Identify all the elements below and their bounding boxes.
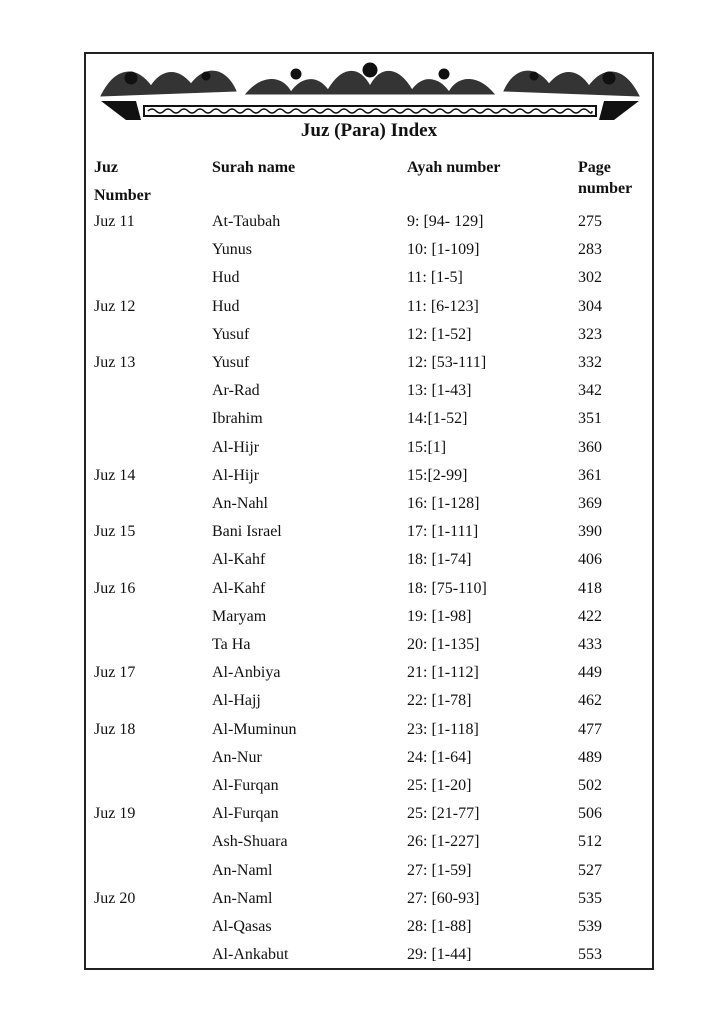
table-row xyxy=(86,410,652,438)
page-cell: 418 xyxy=(578,579,602,597)
ayah-cell: 13: [1-43] xyxy=(407,382,472,400)
juz-cell: Juz 13 xyxy=(94,354,136,371)
juz-cell: Juz 20 xyxy=(94,889,136,907)
table-row xyxy=(86,551,652,579)
table-row xyxy=(86,946,652,974)
ayah-cell: 21: [1-112] xyxy=(407,664,479,682)
surah-cell: At-Taubah xyxy=(212,213,281,230)
surah-cell: Al-Hajj xyxy=(212,692,261,710)
ayah-cell: 10: [1-109] xyxy=(407,241,480,259)
surah-cell: An-Naml xyxy=(212,861,273,879)
header-juz-line1: Juz xyxy=(94,159,118,176)
floral-ornament-icon xyxy=(96,56,644,122)
surah-cell: Yusuf xyxy=(212,354,250,371)
header-page-line2: number xyxy=(578,180,633,197)
surah-cell: Yunus xyxy=(212,241,253,259)
juz-cell: Juz 14 xyxy=(94,466,136,484)
surah-cell: An-Nahl xyxy=(212,495,268,512)
surah-cell: Al-Ankabut xyxy=(212,946,289,964)
surah-cell: Bani Israel xyxy=(212,523,282,541)
page-cell: 535 xyxy=(578,889,602,907)
ayah-cell: 18: [75-110] xyxy=(407,579,487,597)
table-row xyxy=(86,439,652,467)
table-row xyxy=(86,692,652,720)
juz-cell: Juz 18 xyxy=(94,720,136,738)
ayah-cell: 20: [1-135] xyxy=(407,636,480,653)
ayah-cell: 19: [1-98] xyxy=(407,607,472,625)
page-cell: 539 xyxy=(578,918,602,935)
ayah-cell: 12: [53-111] xyxy=(407,354,487,371)
page-cell: 422 xyxy=(578,607,602,625)
header-ayah: Ayah number xyxy=(407,159,501,176)
page-cell: 369 xyxy=(578,495,602,512)
page-cell: 489 xyxy=(578,748,602,766)
ayah-cell: 23: [1-118] xyxy=(407,720,479,738)
surah-cell: Hud xyxy=(212,269,240,287)
page-cell: 323 xyxy=(578,325,602,343)
surah-cell: Al-Anbiya xyxy=(212,664,281,682)
ayah-cell: 28: [1-88] xyxy=(407,918,472,935)
page-cell: 275 xyxy=(578,213,602,230)
page-cell: 462 xyxy=(578,692,602,710)
page-cell: 304 xyxy=(578,297,602,315)
juz-cell: Juz 11 xyxy=(94,213,135,230)
page-cell: 332 xyxy=(578,354,602,371)
table-row xyxy=(86,862,652,890)
page-cell: 527 xyxy=(578,861,602,879)
table-row xyxy=(86,664,652,692)
table-row xyxy=(86,608,652,636)
page-cell: 553 xyxy=(578,946,602,964)
page-cell: 283 xyxy=(578,241,602,259)
surah-cell: Maryam xyxy=(212,607,267,625)
page-cell: 433 xyxy=(578,636,602,653)
table-row xyxy=(86,580,652,608)
page-cell: 360 xyxy=(578,438,602,456)
header-surah: Surah name xyxy=(212,159,296,176)
surah-cell: An-Nur xyxy=(212,748,262,766)
table-row xyxy=(86,298,652,326)
surah-cell: Ar-Rad xyxy=(212,382,260,400)
table-row xyxy=(86,805,652,833)
page-title: Juz (Para) Index xyxy=(300,120,438,141)
ayah-cell: 9: [94- 129] xyxy=(407,213,484,230)
ayah-cell: 27: [1-59] xyxy=(407,861,472,879)
ayah-cell: 11: [1-5] xyxy=(407,269,463,287)
ayah-cell: 15:[1] xyxy=(407,438,447,456)
surah-cell: Al-Kahf xyxy=(212,551,266,569)
page-cell: 477 xyxy=(578,720,602,738)
page-cell: 390 xyxy=(578,523,602,541)
ayah-cell: 15:[2-99] xyxy=(407,466,468,484)
header-page-line1: Page xyxy=(578,159,611,176)
ayah-cell: 25: [21-77] xyxy=(407,805,480,823)
surah-cell: Al-Furqan xyxy=(212,777,279,794)
juz-cell: Juz 16 xyxy=(94,579,136,597)
table-row xyxy=(86,467,652,495)
table-row xyxy=(86,241,652,269)
surah-cell: Al-Muminun xyxy=(212,720,297,738)
ayah-cell: 29: [1-44] xyxy=(407,946,472,964)
ayah-cell: 24: [1-64] xyxy=(407,748,472,766)
ayah-cell: 14:[1-52] xyxy=(407,410,468,428)
surah-cell: Al-Kahf xyxy=(212,579,266,597)
ayah-cell: 22: [1-78] xyxy=(407,692,472,710)
page-cell: 351 xyxy=(578,410,602,428)
ayah-cell: 12: [1-52] xyxy=(407,325,472,343)
surah-cell: An-Naml xyxy=(212,889,273,907)
juz-cell: Juz 17 xyxy=(94,664,136,682)
table-row xyxy=(86,354,652,382)
table-row xyxy=(86,833,652,861)
table-row xyxy=(86,777,652,805)
page-cell: 506 xyxy=(578,805,602,823)
page-cell: 342 xyxy=(578,382,602,400)
surah-cell: Yusuf xyxy=(212,325,250,343)
page-cell: 502 xyxy=(578,777,602,794)
surah-cell: Ta Ha xyxy=(212,636,251,653)
table-row xyxy=(86,326,652,354)
surah-cell: Al-Hijr xyxy=(212,438,260,456)
ayah-cell: 11: [6-123] xyxy=(407,297,479,315)
table-row xyxy=(86,636,652,664)
page-frame xyxy=(84,52,654,970)
page-cell: 361 xyxy=(578,466,602,484)
page-cell: 406 xyxy=(578,551,602,569)
surah-cell: Ibrahim xyxy=(212,410,263,428)
ayah-cell: 25: [1-20] xyxy=(407,777,472,794)
table-row xyxy=(86,382,652,410)
juz-cell: Juz 15 xyxy=(94,523,136,541)
surah-cell: Hud xyxy=(212,297,240,315)
juz-cell: Juz 12 xyxy=(94,297,136,315)
header-juz xyxy=(94,157,151,206)
ayah-cell: 18: [1-74] xyxy=(407,551,472,569)
table-row xyxy=(86,213,652,241)
header-juz-line2: Number xyxy=(94,187,151,204)
surah-cell: Al-Furqan xyxy=(212,805,279,823)
ayah-cell: 17: [1-111] xyxy=(407,523,479,541)
table-row xyxy=(86,749,652,777)
table-row xyxy=(86,721,652,749)
table-row xyxy=(86,918,652,946)
ayah-cell: 27: [60-93] xyxy=(407,889,480,907)
table-row xyxy=(86,523,652,551)
table-row xyxy=(86,269,652,297)
surah-cell: Al-Hijr xyxy=(212,466,260,484)
ayah-cell: 16: [1-128] xyxy=(407,495,480,512)
page-cell: 512 xyxy=(578,833,602,851)
table-row xyxy=(86,495,652,523)
table-row xyxy=(86,890,652,918)
surah-cell: Ash-Shuara xyxy=(212,833,288,851)
ayah-cell: 26: [1-227] xyxy=(407,833,480,851)
juz-cell: Juz 19 xyxy=(94,805,136,823)
page-cell: 449 xyxy=(578,664,602,682)
surah-cell: Al-Qasas xyxy=(212,918,272,935)
header-page xyxy=(578,157,632,199)
page-cell: 302 xyxy=(578,269,602,287)
